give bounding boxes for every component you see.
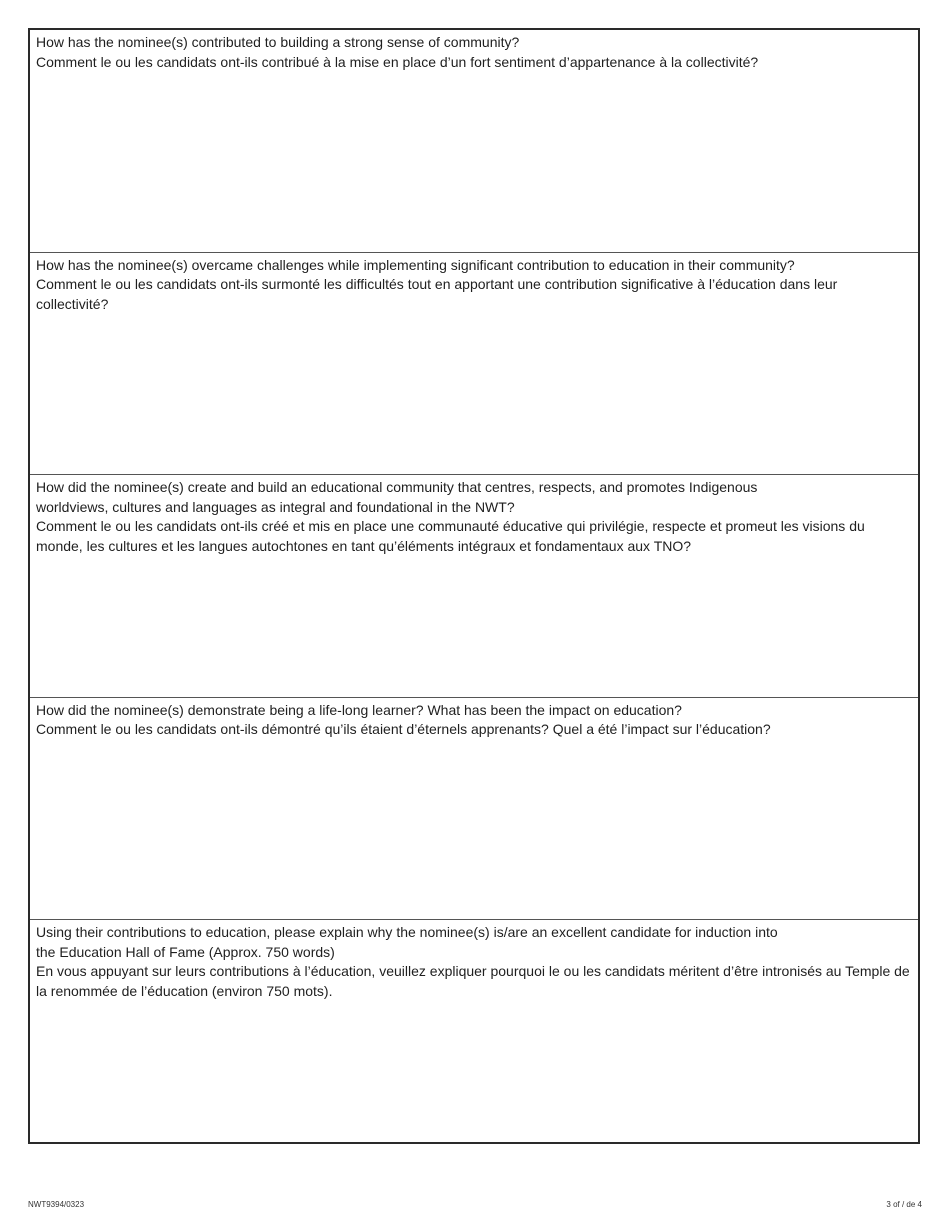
form-code: NWT9394/0323 <box>28 1200 85 1209</box>
question-section-challenges <box>30 253 918 476</box>
question-section-community <box>30 30 918 253</box>
question-section-lifelong-learner <box>30 698 918 921</box>
question-english-line-2: the Education Hall of Fame (Approx. 750 words) <box>36 943 335 960</box>
question-section-indigenous <box>30 475 918 698</box>
question-english: How has the nominee(s) overcame challenges while implementing significant contribution to education in their community? <box>36 256 795 273</box>
question-english-line-2: worldviews, cultures and languages as integral and foundational in the NWT? <box>36 498 515 515</box>
question-french: Comment le ou les candidats ont-ils contribué à la mise en place d’un fort sentiment d’appartenance à la collectivité? <box>36 53 759 70</box>
answer-area-community[interactable] <box>30 152 918 252</box>
nomination-form-table <box>28 28 920 1144</box>
question-section-hall-of-fame <box>30 920 918 1142</box>
question-french: En vous appuyant sur leurs contributions à l’éducation, veuillez expliquer pourquoi le ou les candidats méritent d’être intronisés au Temple de la renommée de l’éducation (environ 750 mots). <box>36 963 910 999</box>
question-french: Comment le ou les candidats ont-ils surmonté les difficultés tout en apportant une contribution significative à l’éducation dans leur collectivité? <box>36 276 838 312</box>
question-english: How has the nominee(s) contributed to building a strong sense of community? <box>36 34 520 50</box>
question-english-line-1: How did the nominee(s) create and build an educational community that centres, respects, and promotes Indigenous <box>36 479 758 496</box>
question-english: How did the nominee(s) demonstrate being a life-long learner? What has been the impact on education? <box>36 701 682 718</box>
question-french: Comment le ou les candidats ont-ils créé et mis en place une communauté éducative qui privilégie, respecte et promeut les visions du monde, les cultures et les langues autochtones en tant qu’éléments intégraux et fondamentaux aux TNO? <box>36 518 865 554</box>
page-number: 3 of / de 4 <box>886 1200 922 1209</box>
answer-area-lifelong-learner[interactable] <box>30 820 918 920</box>
question-french: Comment le ou les candidats ont-ils démontré qu’ils étaient d’éternels apprenants? Quel a été l’impact sur l’éducation? <box>36 721 771 738</box>
answer-area-indigenous[interactable] <box>30 597 918 697</box>
question-english-line-1: Using their contributions to education, please explain why the nominee(s) is/are an excellent candidate for induction into <box>36 924 778 941</box>
answer-area-challenges[interactable] <box>30 374 918 474</box>
answer-area-hall-of-fame[interactable] <box>30 1042 918 1142</box>
